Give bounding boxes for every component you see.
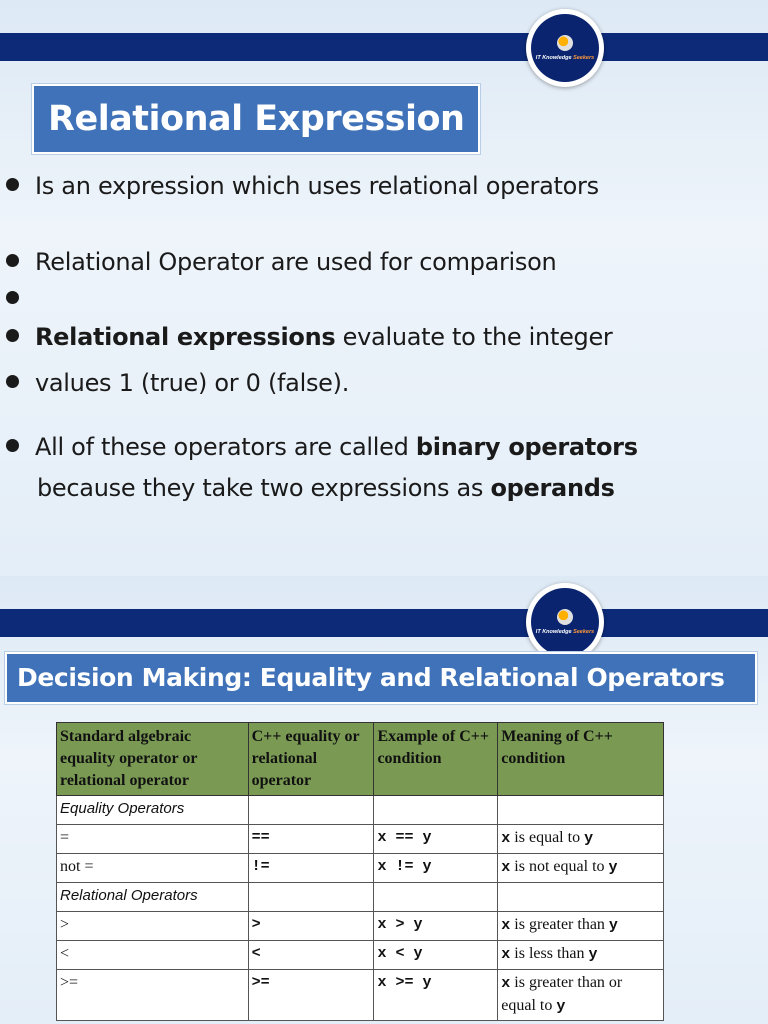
logo (526, 9, 604, 87)
table-row (57, 912, 664, 941)
logo-text-a: IT Knowledge (535, 55, 572, 61)
header-meaning: Meaning of C++ condition (498, 723, 664, 796)
bullet-dot (6, 439, 19, 452)
cell-meaning: x is not equal to y (498, 854, 664, 883)
bullet-dot (6, 329, 19, 342)
bullet-item: Relational expressions evaluate to the integer (6, 323, 613, 351)
bullet-item: Is an expression which uses relational operators (6, 172, 599, 200)
cell-example: x != y (374, 854, 498, 883)
slide-title: Relational Expression (32, 84, 480, 154)
header-band (0, 33, 768, 61)
table-section-row (57, 796, 664, 825)
cell-example: x == y (374, 825, 498, 854)
cell-algebraic: < (57, 941, 249, 970)
cell-example: x < y (374, 941, 498, 970)
bullet-dot (6, 178, 19, 191)
cell-cpp-operator: < (248, 941, 374, 970)
cell-meaning: x is greater than or equal to y (498, 970, 664, 1021)
logo-text-b: Seekers (573, 55, 595, 61)
bullet-dot (6, 254, 19, 267)
logo-text-b: Seekers (573, 629, 595, 635)
header-cpp-operator: C++ equality or relational operator (248, 723, 374, 796)
cell-example: x > y (374, 912, 498, 941)
slide-decision-making (0, 576, 768, 1024)
cell-example: x >= y (374, 970, 498, 1021)
bullet-dot (6, 291, 19, 304)
bullet-item: Relational Operator are used for comparison (6, 248, 556, 276)
cell-meaning: x is less than y (498, 941, 664, 970)
header-algebraic: Standard algebraic equality operator or relational operator (57, 723, 249, 796)
cell-cpp-operator: != (248, 854, 374, 883)
cell-algebraic: = (57, 825, 249, 854)
head-icon (557, 609, 573, 625)
cell-algebraic: >= (57, 970, 249, 1021)
bullet-item: All of these operators are called binary operators (6, 433, 638, 461)
cell-cpp-operator: > (248, 912, 374, 941)
header-band (0, 609, 768, 637)
bullet-continuation: because they take two expressions as operands (37, 474, 615, 502)
cell-meaning: x is equal to y (498, 825, 664, 854)
table-row (57, 854, 664, 883)
bullet-item: values 1 (true) or 0 (false). (6, 369, 349, 397)
logo-text-a: IT Knowledge (535, 629, 572, 635)
slide-title: Decision Making: Equality and Relational Operators (5, 652, 757, 704)
head-icon (557, 35, 573, 51)
table-row (57, 970, 664, 1021)
section-label-equality: Equality Operators (57, 796, 249, 825)
bullet-item-empty (6, 285, 35, 313)
section-label-relational: Relational Operators (57, 883, 249, 912)
cell-meaning: x is greater than y (498, 912, 664, 941)
table-section-row (57, 883, 664, 912)
table-header-row (57, 723, 664, 796)
header-example: Example of C++ condition (374, 723, 498, 796)
bullet-dot (6, 375, 19, 388)
cell-cpp-operator: >= (248, 970, 374, 1021)
cell-algebraic: > (57, 912, 249, 941)
cell-cpp-operator: == (248, 825, 374, 854)
operators-table (56, 722, 664, 1021)
table-row (57, 941, 664, 970)
logo (526, 583, 604, 661)
cell-algebraic: not = (57, 854, 249, 883)
table-row (57, 825, 664, 854)
